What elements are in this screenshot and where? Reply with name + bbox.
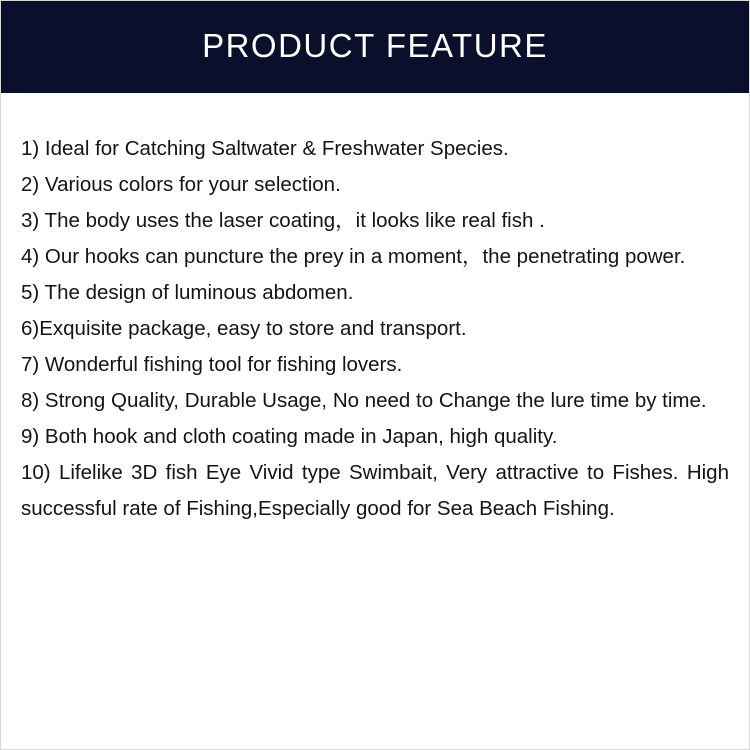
list-item: 6)Exquisite package, easy to store and transport. — [21, 317, 467, 340]
feature-content — [1, 93, 749, 527]
page-title: PRODUCT FEATURE — [202, 26, 548, 64]
list-item: 10) Lifelike 3D fish Eye Vivid type Swimbait, Very attractive to Fishes. High successful rate of Fishing,Especially good for Sea Beach Fishing. — [21, 461, 729, 520]
list-item: 5) The design of luminous abdomen. — [21, 281, 354, 304]
list-item: 1) Ideal for Catching Saltwater & Freshwater Species. — [21, 137, 509, 160]
list-item: 9) Both hook and cloth coating made in Japan, high quality. — [21, 425, 558, 448]
list-item: 2) Various colors for your selection. — [21, 173, 341, 196]
list-item: 4) Our hooks can puncture the prey in a moment，the penetrating power. — [21, 245, 686, 268]
list-item: 7) Wonderful fishing tool for fishing lovers. — [21, 353, 403, 376]
feature-list — [21, 131, 729, 527]
list-item: 3) The body uses the laser coating，it looks like real fish . — [21, 209, 545, 232]
header-band — [1, 1, 749, 93]
list-item: 8) Strong Quality, Durable Usage, No need to Change the lure time by time. — [21, 389, 707, 412]
